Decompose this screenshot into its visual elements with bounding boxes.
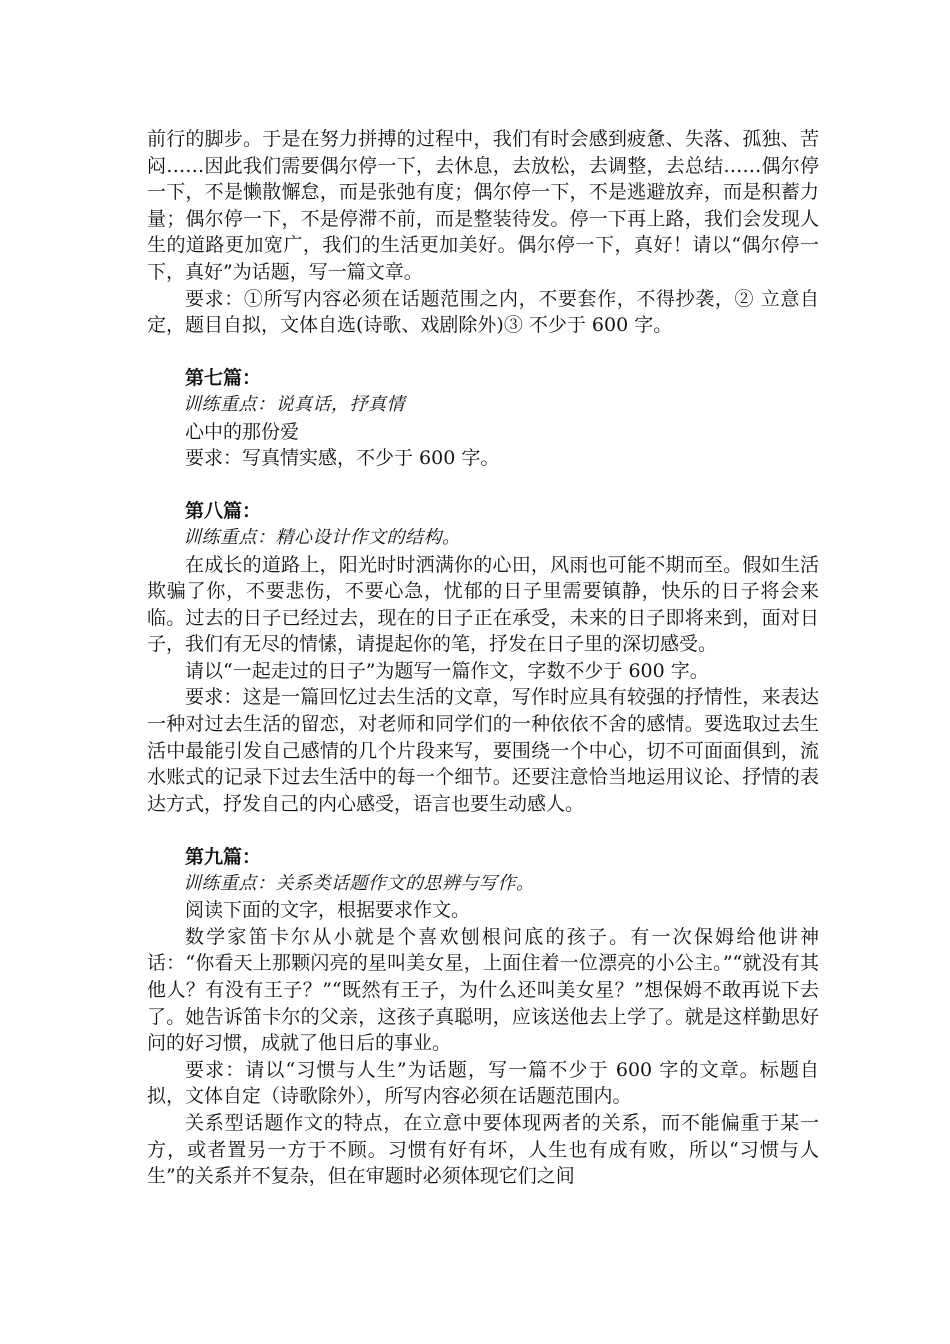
spacer [147,472,819,499]
intro-block [147,126,819,339]
document-page [147,126,819,1190]
section-9-analysis: 关系型话题作文的特点，在立意中要体现两者的关系，而不能偏重于某一方，或者置另一方于不顾。习惯有好有坏，人生也有成有败，所以“习惯与人生”的关系并不复杂，但在审题时必须体现它们之间 [147,1111,819,1188]
section-9-heading: 第九篇： [185,846,262,869]
section-7-heading: 第七篇： [185,367,262,390]
section-7-requirement: 要求：写真情实感，不少于 600 字。 [185,447,500,470]
section-7-focus: 训练重点：说真话，抒真情 [183,393,405,415]
section-8-requirement: 要求：这是一篇回忆过去生活的文章，写作时应具有较强的抒情性，来表达一种对过去生活的留恋，对老师和同学们的一种依依不舍的感情。要选取过去生活中最能引发自己感情的几个片段来写，要围绕一个中心，切不可面面俱到，流水账式的记录下过去生活中的每一个细节。还要注意恰当地运用议论、抒情的表达方式，抒发自己的内心感受，语言也要生动感人。 [147,686,819,815]
section-7 [147,365,819,471]
section-9 [147,844,819,1190]
section-8-heading: 第八篇： [185,500,262,523]
section-9-focus: 训练重点：关系类话题作文的思辨与写作。 [183,872,535,894]
section-9-instruction: 阅读下面的文字，根据要求作文。 [185,899,471,922]
spacer [147,817,819,844]
section-8-prompt: 请以“一起走过的日子”为题写一篇作文，字数不少于 600 字。 [185,659,709,682]
intro-paragraph: 前行的脚步。于是在努力拼搏的过程中，我们有时会感到疲惫、失落、孤独、苦闷……因此我们需要偶尔停一下，去休息，去放松，去调整，去总结……偶尔停一下，不是懒散懈怠，而是张弛有度；偶尔停一下，不是逃避放弃，而是积蓄力量；偶尔停一下，不是停滞不前，而是整装待发。停一下再上路，我们会发现人生的道路更加宽广，我们的生活更加美好。偶尔停一下，真好！请以“偶尔停一下，真好”为话题，写一篇文章。 [147,128,819,283]
section-8-focus: 训练重点：精心设计作文的结构。 [183,526,461,548]
intro-requirement: 要求：①所写内容必须在话题范围之内，不要套作，不得抄袭，② 立意自定，题目自拟，文体自选(诗歌、戏剧除外)③ 不少于 600 字。 [147,287,819,337]
section-8 [147,498,819,817]
section-9-story: 数学家笛卡尔从小就是个喜欢刨根问底的孩子。有一次保姆给他讲神话：“你看天上那颗闪亮的星叫美女星，上面住着一位漂亮的小公主。”“就没有其他人？有没有王子？”“既然有王子，为什么还叫美女星？”想保姆不敢再说下去了。她告诉笛卡尔的父亲，这孩子真聪明，应该送他去上学了。就是这样勤思好问的好习惯，成就了他日后的事业。 [147,925,819,1055]
section-7-title: 心中的那份爱 [185,420,300,443]
section-9-requirement: 要求：请以“习惯与人生”为话题，写一篇不少于 600 字的文章。标题自拟，文体自定（诗歌除外），所写内容必须在话题范围内。 [147,1058,819,1108]
spacer [147,339,819,366]
section-8-paragraph: 在成长的道路上，阳光时时洒满你的心田，风雨也可能不期而至。假如生活欺骗了你，不要悲伤，不要心急，忧郁的日子里需要镇静，快乐的日子将会来临。过去的日子已经过去，现在的日子正在承受，未来的日子即将来到，面对日子，我们有无尽的情愫，请提起你的笔，抒发在日子里的深切感受。 [147,553,819,656]
